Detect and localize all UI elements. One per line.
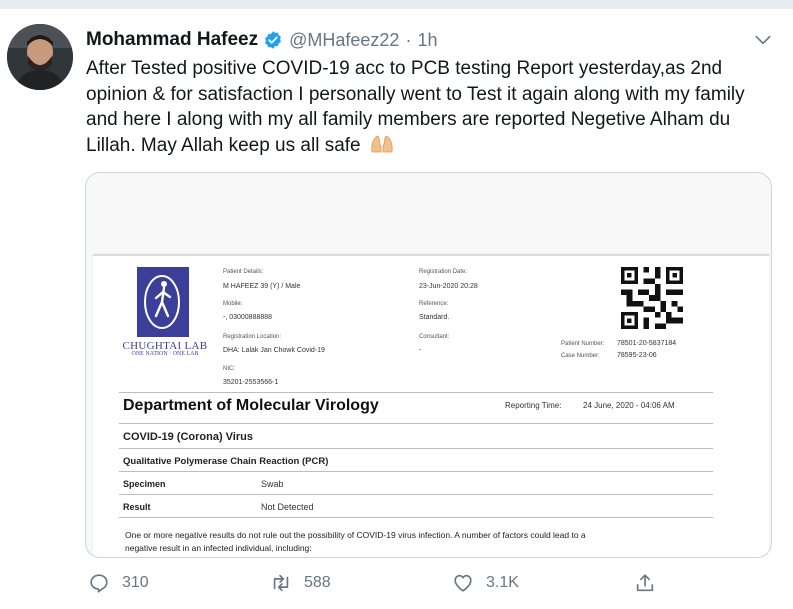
result-value: Not Detected [261, 502, 314, 512]
reg-location-label: Registration Location: [223, 334, 282, 340]
case-number-value: 78595-23-06 [617, 352, 657, 359]
report-rule [119, 448, 713, 449]
patient-details-label: Patient Details: [223, 269, 264, 275]
department-title: Department of Molecular Virology [123, 397, 379, 414]
reference-label: Reference: [419, 301, 449, 307]
chevron-down-icon[interactable] [753, 30, 773, 50]
reg-location-value: DHA: Lalak Jan Chowk Covid-19 [223, 347, 325, 354]
heart-icon [452, 572, 474, 594]
reply-count: 310 [122, 574, 149, 591]
test-name: COVID-19 (Corona) Virus [123, 431, 253, 443]
specimen-label: Specimen [123, 479, 166, 489]
retweet-button[interactable] [270, 572, 331, 594]
tweet-actions [0, 566, 793, 606]
reply-button[interactable] [88, 572, 149, 594]
nic-label: NIC: [223, 366, 235, 372]
tweet-header [86, 28, 437, 52]
author-name[interactable]: Mohammad Hafeez [86, 29, 259, 50]
footnote-line-1: One or more negative results do not rule out the possibility of COVID-19 virus infection. A number of factors could lead to a [125, 530, 586, 540]
report-rule [119, 423, 713, 424]
reference-value: Standard. [419, 314, 450, 321]
specimen-value: Swab [261, 479, 284, 489]
patient-details: M HAFEEZ 39 (Y) / Male [223, 283, 301, 290]
praying-hands-icon [370, 134, 394, 154]
case-number-label: Case Number: [561, 353, 600, 359]
mobile-label: Mobile: [223, 301, 243, 307]
report-top-rule [93, 254, 769, 256]
reg-date-label: Registration Date: [419, 269, 468, 275]
tweet-text [86, 56, 776, 158]
lab-name: CHUGHTAI LAB [122, 340, 208, 352]
lab-report-image [93, 254, 769, 558]
report-rule [119, 494, 713, 495]
header-separator: · [405, 29, 412, 50]
report-rule [119, 517, 713, 518]
walking-figure-icon [140, 270, 186, 334]
retweet-icon [270, 572, 292, 594]
consultant-value: - [419, 347, 422, 354]
reply-icon [88, 572, 110, 594]
patient-number-label: Patient Number: [561, 341, 605, 347]
result-label: Result [123, 502, 151, 512]
like-count: 3.1K [486, 574, 519, 591]
verified-badge-icon [263, 30, 283, 50]
qr-code-icon [619, 267, 685, 329]
avatar-image [7, 24, 73, 90]
lab-logo-icon [137, 267, 189, 337]
tweet-timestamp[interactable]: 1h [417, 29, 438, 50]
like-button[interactable] [452, 572, 519, 594]
consultant-label: Consultant: [419, 334, 450, 340]
share-button[interactable] [634, 572, 668, 594]
mobile-value: -, 03000888888 [223, 314, 273, 321]
test-method: Qualitative Polymerase Chain Reaction (PCR) [123, 456, 329, 467]
footnote-line-2: negative result in an infected individual, including: [125, 543, 312, 553]
patient-number-value: 78501-20-5837184 [617, 340, 677, 347]
author-handle[interactable]: @MHafeez22 [289, 29, 400, 50]
tweet-body: After Tested positive COVID-19 acc to PCB testing Report yesterday,as 2nd opinion & for satisfaction I personally went to Test it again along with my family and here I along with my all family members are reported Negetive Alham du Lillah. May Allah keep us all safe [86, 58, 745, 156]
retweet-count: 588 [304, 574, 331, 591]
reporting-time-label: Reporting Time: [505, 401, 562, 410]
reporting-time-value: 24 June, 2020 - 04:06 AM [583, 401, 675, 410]
lab-tagline: ONE NATION · ONE LAB [131, 351, 199, 357]
top-divider [0, 0, 793, 9]
reg-date-value: 23-Jun-2020 20:28 [419, 283, 478, 290]
media-card[interactable] [85, 172, 772, 558]
avatar[interactable] [7, 24, 73, 90]
report-rule [119, 392, 713, 393]
nic-value: 35201-2553566-1 [223, 379, 279, 386]
report-rule [119, 471, 713, 472]
share-icon [634, 572, 656, 594]
